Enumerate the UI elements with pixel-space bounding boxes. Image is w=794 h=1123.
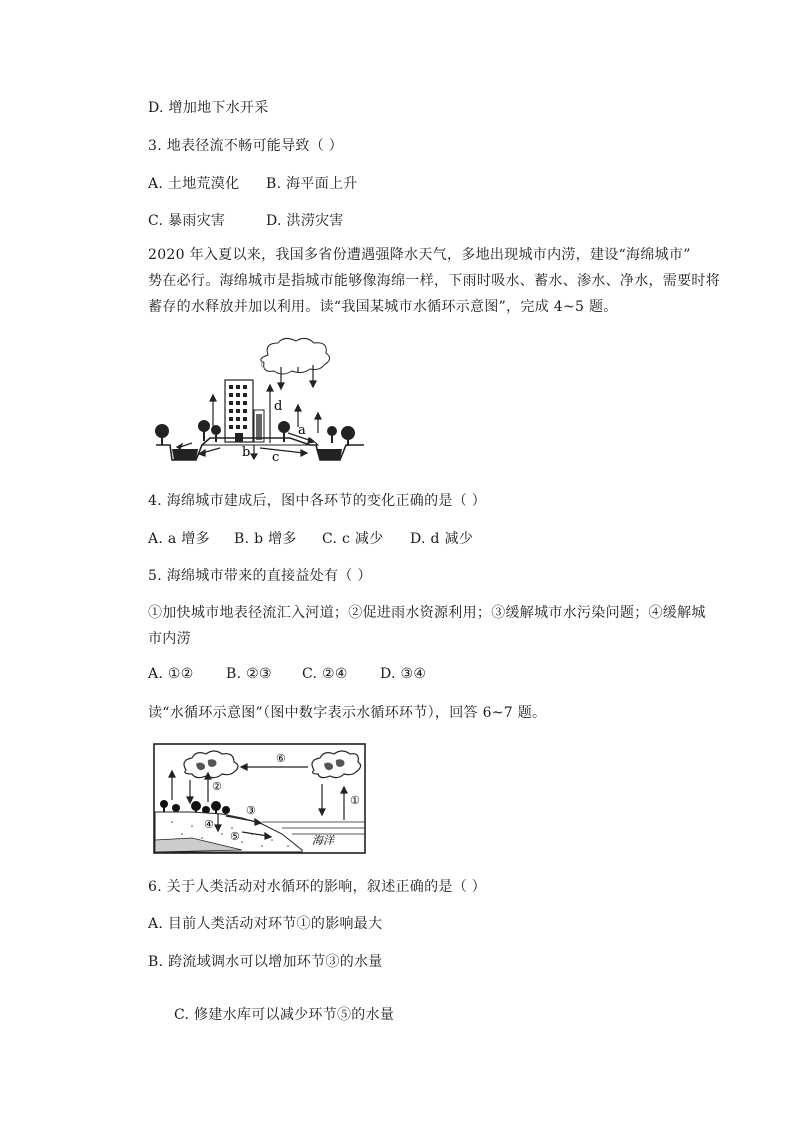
q3-option-a: A. 土地荒漠化 [148, 176, 240, 192]
label-c: c [272, 450, 280, 465]
q5-options-row [148, 664, 426, 684]
label-d: d [274, 399, 283, 414]
passage2: 读“水循环示意图”（图中数字表示水循环环节），回答 6~7 题。 [148, 705, 547, 721]
label-ocean: 海洋 [312, 834, 334, 847]
water-cycle-diagram [152, 742, 368, 856]
q5-option-c: C. ②④ [302, 666, 348, 682]
q3-option-d: D. 洪涝灾害 [266, 213, 344, 229]
q3-options-row1 [148, 174, 358, 194]
q5-option-d: D. ③④ [380, 666, 427, 682]
q3-option-c: C. 暴雨灾害 [148, 213, 226, 229]
q2-option-d: D. 增加地下水开采 [148, 100, 269, 116]
label-2: ② [212, 780, 222, 793]
q6-option-c: C. 修建水库可以减少环节⑤的水量 [174, 1007, 395, 1023]
label-b: b [242, 445, 251, 460]
q3-options-row2 [148, 211, 344, 231]
label-1: ① [350, 794, 360, 807]
q4-stem: 4. 海绵城市建成后，图中各环节的变化正确的是（ ） [148, 493, 487, 509]
label-5: ⑤ [230, 830, 240, 843]
q3-option-b: B. 海平面上升 [266, 176, 358, 192]
q4-option-a: A. a 增多 [148, 531, 210, 547]
label-4: ④ [204, 818, 214, 831]
arrow-b-icon [251, 445, 257, 459]
q3-stem: 3. 地表径流不畅可能导致（ ） [148, 138, 344, 154]
q5-statements-line1: ①加快城市地表径流汇入河道；②促进雨水资源利用；③缓解城市水污染问题；④缓解城 [148, 605, 706, 621]
cloud-icon [261, 338, 330, 374]
q5-statements-line2: 市内涝 [148, 631, 191, 647]
q5-stem: 5. 海绵城市带来的直接益处有（ ） [148, 568, 372, 584]
city-water-cycle-diagram [150, 335, 370, 470]
q4-option-b: B. b 增多 [234, 531, 297, 547]
label-a: a [298, 423, 306, 438]
q6-option-a: A. 目前人类活动对环节①的影响最大 [148, 916, 383, 932]
q6-stem: 6. 关于人类活动对水循环的影响，叙述正确的是（ ） [148, 879, 487, 895]
passage1-line3: 蓄存的水释放并加以利用。读“我国某城市水循环示意图”，完成 4~5 题。 [148, 299, 618, 315]
q5-option-b: B. ②③ [226, 666, 272, 682]
label-6: ⑥ [276, 752, 286, 765]
q6-option-b: B. 跨流域调水可以增加环节③的水量 [148, 954, 383, 970]
q4-option-c: C. c 减少 [322, 531, 384, 547]
q4-option-d: D. d 减少 [410, 531, 474, 547]
q4-options-row [148, 529, 473, 549]
q5-option-a: A. ①② [148, 666, 194, 682]
passage1-line2: 势在必行。海绵城市是指城市能够像海绵一样，下雨时吸水、蓄水、渗水、净水，需要时将 [148, 273, 720, 289]
building-icon [225, 380, 264, 442]
label-3: ③ [246, 804, 256, 817]
passage1-line1: 2020 年入夏以来，我国多省份遭遇强降水天气，多地出现城市内涝，建设“海绵城市” [148, 247, 691, 263]
